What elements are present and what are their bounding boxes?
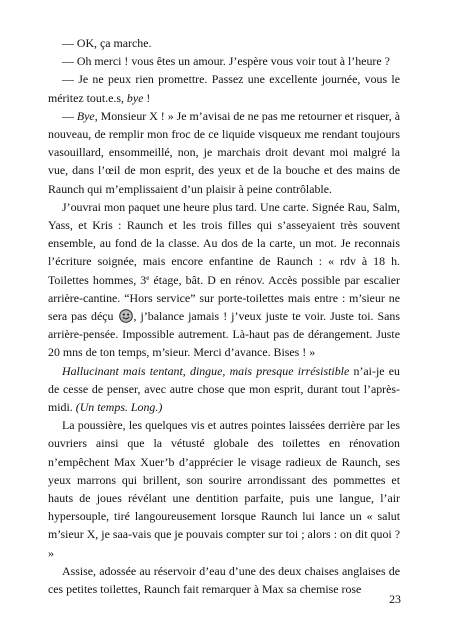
paragraph	[48, 52, 400, 70]
paragraph	[48, 362, 400, 417]
italic-text: Bye	[76, 108, 95, 123]
paragraph	[48, 70, 400, 106]
italic-text: bye	[126, 90, 144, 105]
paragraph	[48, 198, 400, 362]
text-run: n’ai-je eu de cesse de penser, avec autre chose que mon esprit, durant tout l’après-midi.	[48, 363, 400, 415]
text-run: Assise, adossée au réservoir d’eau d’une des deux chaises anglaises de ces petites toilettes, Raunch fait remarquer à Max sa chemise rose	[48, 563, 400, 597]
italic-text: (Un temps. Long.)	[75, 400, 163, 415]
page-body	[48, 34, 400, 598]
text-run: , j’balance jamais ! j’veux juste te voir. Juste toi. Sans arrière-pensée. Impossible autrement. Là-haut pas de dérangement. Juste 20 mns de ton temps, m’sieur. Merci d’avance. Bises ! »	[48, 309, 401, 360]
superscript-text: e	[146, 273, 150, 282]
paragraph	[48, 562, 400, 598]
page-number: 23	[389, 592, 401, 606]
text-run: — Oh merci ! vous êtes un amour. J’espère vous voir tout à l’heure ?	[62, 54, 390, 69]
smiley-face-icon	[119, 309, 133, 323]
text-run: , Monsieur X ! » Je m’avisai de ne pas me retourner et risquer, à nouveau, de remplir mon froc de ce liquide visqueux me rendant toujours vasouillard, ensommeillé, non, je marchais droit devant moi malgré la vue, dans l’œil de mon esprit, des yeux et de la bouche et des mains de Raunch qui m’emplissaient d’un plaisir à peine contrôlable.	[48, 108, 400, 196]
text-run: étage, bât. D en rénov. Accès possible par escalier arrière-cantine. “Hors service” sur porte-toilettes mais entre : m’sieur ne sera pas déçu	[48, 272, 400, 324]
italic-text: Hallucinant mais tentant, dingue, mais presque irrésistible	[62, 363, 350, 378]
text-run: — OK, ça marche.	[62, 36, 152, 50]
text-run: — Je ne peux rien promettre. Passez une excellente journée, vous le méritez tout.e.s,	[48, 72, 400, 105]
paragraph	[48, 107, 400, 198]
text-run: La poussière, les quelques vis et autres pointes laissées derrière par les ouvriers ainsi que la vétusté globale des toilettes en rénovation n’empêchent Max Xuer’b d’apprécier le visage radieux de Raunch, ses yeux marrons qui brillent, son sourire arrondissant des pommettes et hauts de joues révélant une dentition parfaite, puis une langue, l’air hypersouple, tiré langoureusement lorsque Raunch lui lance un « salut m’sieur X, je saa-vais que je pouvais compter sur toi ; alors : on dit quoi ? »	[48, 418, 400, 560]
text-run: J’ouvrai mon paquet une heure plus tard. Une carte. Signée Rau, Salm, Yass, et Kris : Raunch et les trois filles qui s’asseyaient très souvent ensemble, au fond de la classe. Au dos de la carte, un mot. Je reconnais l’écriture soignée, mais encore enfantine de Raunch : « rdv à 18 h. Toilettes hommes, 3	[48, 199, 400, 287]
paragraph	[48, 416, 400, 562]
text-run: !	[143, 90, 151, 105]
paragraph	[48, 34, 400, 52]
text-run: —	[62, 108, 77, 123]
